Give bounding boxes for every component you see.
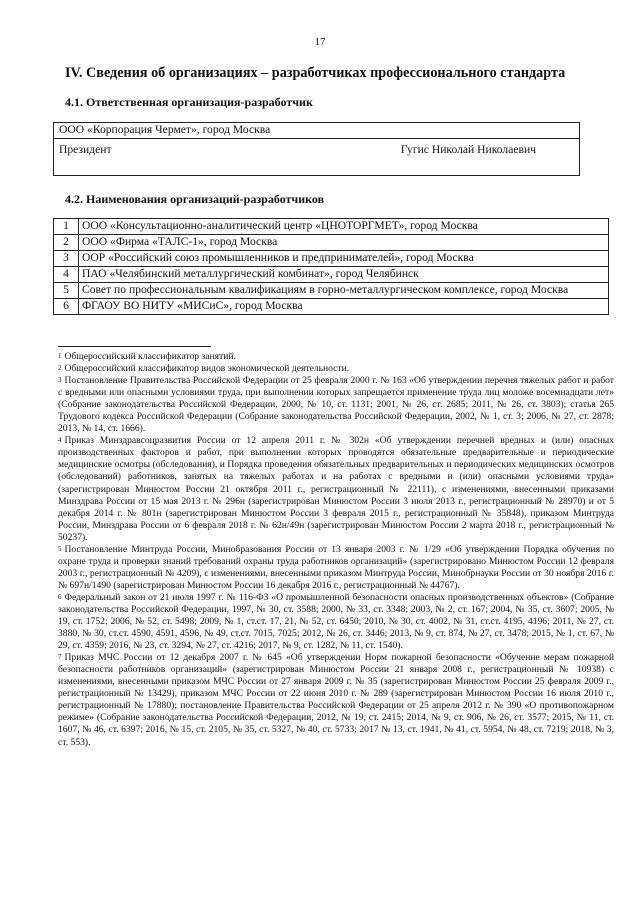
footnote-mark: 4 <box>58 436 62 445</box>
footnote <box>58 363 614 375</box>
footnote-text: Общероссийский классификатор занятий. <box>64 351 236 362</box>
row-number: 2 <box>54 235 79 251</box>
section-title: IV. Сведения об организациях – разработчиках профессионального стандарта <box>65 65 566 81</box>
responsible-organization: ООО «Корпорация Чермет», город Москва <box>54 123 580 139</box>
footnote-mark: 2 <box>58 364 62 373</box>
table-row <box>54 235 609 251</box>
table-row <box>54 219 609 235</box>
table-row <box>54 251 609 267</box>
footnote <box>58 544 614 592</box>
footnote-separator <box>58 346 211 347</box>
footnote-text: Общероссийский классификатор видов экономической деятельности. <box>64 363 350 375</box>
footnote <box>58 652 614 748</box>
organization-name: ООО «Консультационно-аналитический центр «ЦНОТОРГМЕТ», город Москва <box>79 219 609 235</box>
organization-name: ПАО «Челябинский металлургический комбинат», город Челябинск <box>79 267 609 283</box>
footnote-mark: 7 <box>58 653 62 662</box>
row-number: 3 <box>54 251 79 267</box>
footnote-mark: 6 <box>58 592 62 601</box>
footnote-text: Федеральный закон от 21 июля 1997 г. № 116-ФЗ «О промышленной безопасности опасных производственных объектов» (Собрание законодательства Российской Федерации, 1997, № 30, ст. 3588; 2000, № 33, ст. 3348; 2003, № 2, ст. 167; 2004, № 35, ст. 3607; 2005, № 19, ст. 1752; 2006, № 52, ст. 5498; 2009, № 1, ст.ст. 17, 21, № 52, ст. 6450; 2010, № 30, ст. 4002, № 31, ст.ст. 4195, 4196; 2011, № 27, ст. 3880, № 30, ст.ст. 4590, 4591, 4596, № 49, ст.ст. 7015, 7025; 2012, № 26, ст. 3446; 2013, № 9, ст. 874, № 27, ст. 3478; 2015, № 1, ст. 67, № 29, ст. 4359; 2016, № 23, ст. 3294, № 27, ст. 4216; 2017, № 9, ст. 1282, № 11, ст. 1540). <box>58 591 614 652</box>
organization-name: ООО «Фирма «ТАЛС-1», город Москва <box>79 235 609 251</box>
footnote <box>58 351 614 363</box>
page-number: 17 <box>314 36 326 48</box>
organization-name: Совет по профессиональным квалификациям в горно-металлургическом комплексе, город Москва <box>79 283 609 299</box>
organization-name: ООР «Российский союз промышленников и предпринимателей», город Москва <box>79 251 609 267</box>
responsible-heading: 4.1. Ответственная организация-разработчик <box>65 95 313 109</box>
footnotes <box>58 351 614 749</box>
footnote-text: Постановление Правительства Российской Федерации от 25 февраля 2000 г. № 163 «Об утверждении перечня тяжелых работ и работ с вредными или опасными условиями труда, при выполнении которых запрещается применение труда лиц моложе восемнадцати лет» (Собрание законодательства Российской Федерации, 2000, № 10, ст. 1131; 2001, № 26, ст. 2685; 2011, № 26, ст. 3803); статья 265 Трудового кодекса Российской Федерации (Собрание законодательства Российской Федерации, 2002, № 1, ст. 3; 2006, № 27, ст. 2878; 2013, № 14, ст. 1666). <box>58 375 614 435</box>
table-row <box>54 299 609 315</box>
footnote <box>58 592 614 652</box>
footnote-mark: 5 <box>58 544 62 553</box>
responsible-signatory <box>54 139 580 176</box>
responsible-person: Гугис Николай Николаевич <box>400 143 536 156</box>
row-number: 5 <box>54 283 79 299</box>
footnote-mark: 3 <box>58 376 62 385</box>
footnote-mark: 1 <box>58 352 62 360</box>
developers-table <box>53 218 609 315</box>
footnote-text: Постановление Минтруда России, Минобразования России от 13 января 2003 г. № 1/29 «Об утверждении Порядка обучения по охране труда и проверки знаний требований охраны труда работников организаций» (зарегистрировано Минюстом России 12 февраля 2003 г., регистрационный № 4209), с изменениями, внесенными приказом Минтруда России, Минобрнауки России от 30 ноября 2016 г. № 697н/1490 (зарегистрирован Минюстом России 16 декабря 2016 г., регистрационный № 44767). <box>58 543 614 591</box>
row-number: 4 <box>54 267 79 283</box>
table-row <box>54 283 609 299</box>
row-number: 6 <box>54 299 79 315</box>
row-number: 1 <box>54 219 79 235</box>
footnote <box>58 435 614 543</box>
organization-name: ФГАОУ ВО НИТУ «МИСиС», город Москва <box>79 299 609 315</box>
table-row <box>54 267 609 283</box>
responsible-table <box>53 122 580 176</box>
responsible-position: Президент <box>59 143 112 156</box>
footnote-text: Приказ МЧС России от 12 декабря 2007 г. № 645 «Об утверждении Норм пожарной безопасности «Обучение мерам пожарной безопасности работников организаций» (зарегистрирован Минюстом России 21 января 2008 г., регистрационный № 10938) с изменениями, внесенными приказом МЧС России от 27 января 2009 г. № 35 (зарегистрирован Минюстом России 25 февраля 2009 г., регистрационный № 13429), приказом МЧС России от 22 июня 2010 г. № 289 (зарегистрирован Минюстом России 16 июля 2010 г., регистрационный № 17880); постановление Правительства Российской Федерации от 25 апреля 2012 г. № 390 «О противопожарном режиме» (Собрание законодательства Российской Федерации, 2012, № 19, ст. 2415; 2014, № 9, ст. 906, № 26, ст. 3577; 2015, № 11, ст. 1607, № 46, ст. 6397; 2016, № 15, ст. 2105, № 35, ст. 5327, № 40, ст. 5733; 2017 № 13, ст. 1941, № 41, ст. 5954, № 48, ст. 7219; 2018, № 3, ст. 553). <box>58 652 614 748</box>
footnote-text: Приказ Минздравсоцразвития России от 12 апреля 2011 г. № 302н «Об утверждении перечней вредных и (или) опасных производственных факторов и работ, при выполнении которых проводятся обязательные предварительные и периодические медицинские осмотры (обследования), и Порядка проведения обязательных предварительных и периодических медицинских осмотров (обследований) работников, занятых на тяжелых работах и на работах с вредными и (или) опасными условиями труда» (зарегистрирован Минюстом России 21 октября 2011 г., регистрационный № 22111), с изменениями, внесенными приказами Минздрава России от 15 мая 2013 г. № 296н (зарегистрирован Минюстом России 3 июля 2013 г., регистрационный № 28970) и от 5 декабря 2014 г. № 801н (зарегистрирован Минюстом России 3 февраля 2015 г., регистрационный № 35848), приказом Минтруда России, Минздрава России от 6 февраля 2018 г. № 62н/49н (зарегистрирован Минюстом России 2 марта 2018 г., регистрационный № 50237). <box>58 435 614 543</box>
developers-heading: 4.2. Наименования организаций-разработчиков <box>65 192 325 206</box>
footnote <box>58 375 614 435</box>
